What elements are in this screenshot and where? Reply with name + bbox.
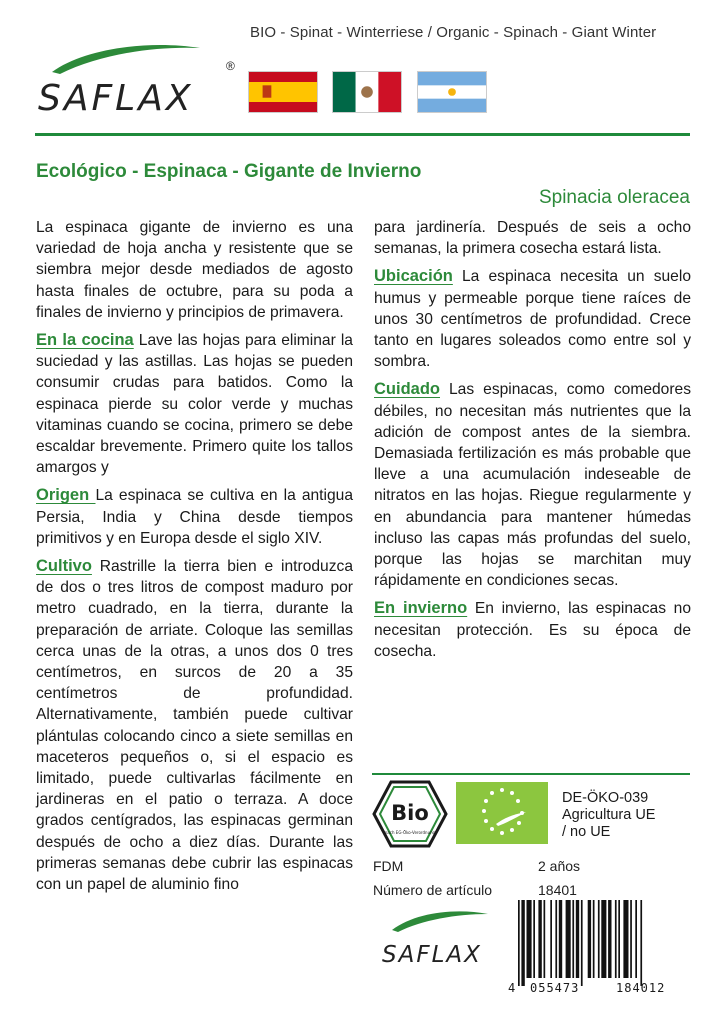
barcode-bar [598, 900, 600, 978]
certification-code: DE-ÖKO-039 [562, 790, 649, 806]
kitchen-heading: En la cocina [36, 331, 134, 350]
header-divider [35, 133, 690, 136]
origin-heading: Origen [36, 486, 96, 505]
svg-text:®: ® [226, 59, 235, 73]
barcode-bar [608, 900, 611, 978]
article-number-label: Número de artículo [373, 882, 493, 898]
barcode-bar [572, 900, 574, 978]
brand-name: SAFLAX [38, 78, 194, 118]
care-heading: Cuidado [374, 380, 440, 399]
origin-paragraph [36, 485, 353, 549]
barcode-bar [521, 900, 524, 986]
mexico-flag-icon [332, 71, 402, 113]
barcode-bar [566, 900, 571, 978]
winter-text: En invierno, las espinacas no necesitan protección. Es su época de cosecha. [374, 600, 691, 660]
care-text: Las espinacas, como comedores débiles, no necesitan más nutrientes que la adición de compost antes de la siembra. Demasiada fertilización es más probable que lleve a una acumulación indeseable de nitratos en las hojas. Riegue regularmente y en abundancia para mantener húmedas incluso las capas más profundas del suelo, porque las hojas se marchitan muy rápidamente en condiciones secas. [374, 381, 691, 590]
barcode-bar [588, 900, 591, 978]
barcode-bar [615, 900, 617, 978]
fdm-value: 2 años [538, 858, 581, 874]
tagline: BIO - Spinat - Winterriese / Organic - Spinach - Giant Winter [250, 24, 657, 41]
winter-heading: En invierno [374, 599, 468, 618]
svg-text:Bio: Bio [391, 801, 429, 825]
barcode-bar [618, 900, 620, 978]
svg-text:SAFLAX: SAFLAX [382, 942, 482, 968]
header [0, 0, 724, 135]
agriculture-line-1: Agricultura UE [562, 807, 656, 823]
barcode-bar [623, 900, 628, 978]
bio-seal-icon [372, 780, 448, 848]
latin-name: Spinacia oleracea [538, 187, 690, 208]
certification-text [562, 790, 655, 841]
barcode-bar [576, 900, 579, 978]
location-text: La espinaca necesita un suelo humus y permeable porque tiene raíces de unos 30 centímetros de profundidad. Crece tanto en lugares soleados como entre sol y sombra. [374, 268, 691, 371]
care-paragraph [374, 379, 691, 591]
barcode-bar [601, 900, 606, 978]
cultivation-heading: Cultivo [36, 557, 92, 576]
text-column-left [36, 217, 353, 902]
barcode-bar [538, 900, 541, 978]
barcode-digits-2: 055473 [530, 981, 580, 995]
barcode-bar [630, 900, 632, 978]
eu-organic-leaf-icon [456, 782, 548, 844]
kitchen-paragraph [36, 330, 353, 478]
winter-paragraph [374, 598, 691, 662]
product-title: Ecológico - Espinaca - Gigante de Invierno [36, 161, 422, 182]
barcode-bar [640, 900, 642, 986]
cultivation-text: Rastrille la tierra bien e introduzca de dos o tres litros de compost maduro por metro cuadrado, en la tierra, durante la preparación de arriate. Coloque las semillas cerca unas de la otras, a unos dos 0 tres centímetros, en surcos de 20 a 35 centímetros de profundidad. Alternativamente, también puede cultivar plántulas colocando cinco a siete semillas en maceteros pequeños o, si el espacio es limitado, puede cultivarlas fácilmente en jardineras en el patio o terraza. A doce grados centígrados, las espinacas germinan después de ocho a diez días. Durante las primeras semanas debe cubrir las espinacas con un papel de aluminio fino [36, 558, 353, 894]
origin-text: La espinaca se cultiva en la antigua Persia, India y China desde tiempos primitivos y en Europa desde el siglo XIV. [36, 487, 353, 547]
barcode-bar [544, 900, 546, 978]
barcode-bar [635, 900, 637, 978]
location-heading: Ubicación [374, 267, 453, 286]
barcode-bar [518, 900, 520, 986]
text-column-right [374, 217, 691, 669]
barcode-bar [581, 900, 583, 986]
barcode-digit-1: 4 [508, 981, 516, 995]
location-paragraph [374, 266, 691, 372]
kitchen-text: Lave las hojas para eliminar la suciedad y las astillas. Las hojas se pueden consumir crudas para batidos. Como la espinaca pierde su color verde y muchas vitaminas cuando se cocina, primero se debe escaldar brevemente. Primero quite los tallos amargos y [36, 332, 353, 477]
spain-flag-icon [248, 71, 318, 113]
barcode-digits-3: 184012 [616, 981, 666, 995]
barcode-bar [559, 900, 562, 978]
intro-paragraph: La espinaca gigante de invierno es una variedad de hoja ancha y resistente que se siembra mejor desde mediados de agosto hasta finales de octubre, para su poda a finales de invierno y principios de primavera. [36, 219, 353, 321]
saflax-logo [30, 38, 240, 118]
barcode-bar [593, 900, 595, 978]
fdm-label: FDM [373, 858, 404, 874]
agriculture-line-2: / no UE [562, 824, 611, 840]
barcode [508, 900, 690, 1000]
cultivation-paragraph [36, 556, 353, 895]
continued-paragraph: para jardinería. Después de seis a ocho semanas, la primera cosecha estará lista. [374, 219, 691, 258]
barcode-bar [533, 900, 535, 978]
svg-text:nach EG-Öko-Verordnung: nach EG-Öko-Verordnung [384, 830, 436, 835]
saflax-logo-small [376, 900, 500, 972]
certification-divider [372, 773, 690, 775]
article-number-value: 18401 [538, 882, 577, 898]
argentina-flag-icon [417, 71, 487, 113]
barcode-bar [527, 900, 532, 978]
barcode-bar [555, 900, 557, 978]
barcode-bar [550, 900, 552, 978]
